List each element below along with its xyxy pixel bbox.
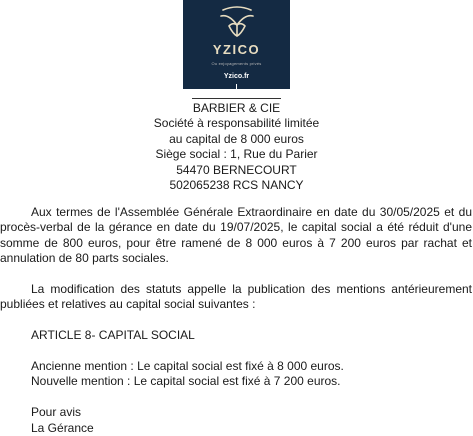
company-form: Société à responsabilité limitée [153,116,320,131]
company-header [0,101,473,193]
article-heading: ARTICLE 8- CAPITAL SOCIAL [31,328,195,343]
signature-line: La Gérance [31,420,94,435]
yzico-tagline: Ou enjoyagements privés [211,61,262,66]
yzico-logo [183,0,290,89]
notice-paragraph-1: Aux termes de l'Assemblée Générale Extraordinaire en date du 30/05/2025 et du procès-verbal de la gérance en date du 19/07/2025, le capital social a été réduit d'une somme de 800 euros, pour être ramené de 8 000 euros à 7 200 euros par rachat et annulation de 80 parts sociales. [0,205,472,266]
company-seat: Siège social : 1, Rue du Parier [155,147,318,162]
notice-paragraph-2: La modification des statuts appelle la publication des mentions antérieurement publiées et relatives au capital social suivantes : [0,282,472,312]
notice-body [0,205,472,436]
company-capital: au capital de 8 000 euros [169,131,304,146]
company-rcs: 502065238 RCS NANCY [169,178,304,193]
old-mention: Ancienne mention : Le capital social est fixé à 8 000 euros. [31,359,344,374]
logo-tick-mark [236,84,237,89]
company-city: 54470 BERNECOURT [176,162,297,177]
header-divider [192,98,281,99]
new-mention: Nouvelle mention : Le capital social est fixé à 7 200 euros. [31,374,341,389]
yzico-url: Yzico.fr [223,73,250,80]
company-name: BARBIER & CIE [192,101,281,115]
yzico-name: YZICO [212,42,261,57]
yzico-mark-icon [217,5,257,39]
closing-line: Pour avis [31,405,82,420]
